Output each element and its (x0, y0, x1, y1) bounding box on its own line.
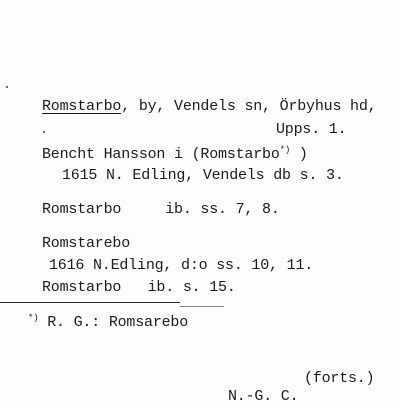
footnote-marker: *) (279, 145, 291, 155)
person-entry (42, 146, 308, 165)
footnote (28, 314, 188, 333)
footnote-marker: *) (28, 313, 39, 323)
continuation-note: (forts.) (304, 370, 375, 387)
place-description: , by, Vendels sn, Örbyhus hd, (121, 98, 377, 115)
card-header (42, 98, 376, 116)
source-entry: 1615 N. Edling, Vendels db s. 3. (62, 167, 344, 184)
margin-speck (43, 131, 45, 133)
card-subheader: Upps. 1. (276, 121, 347, 138)
footnote-text: R. G.: Romsarebo (38, 314, 189, 331)
footnote-divider (0, 302, 180, 303)
margin-speck (6, 86, 8, 88)
source-entry: Romstarbo ib. s. 15. (42, 279, 236, 296)
person-name: Bencht Hansson i (Romstarbo (42, 146, 280, 163)
place-name: Romstarbo (42, 98, 122, 115)
source-entry: Romstarebo (42, 235, 131, 252)
signature: N.-G. C. (228, 388, 299, 405)
source-entry: Romstarbo ib. ss. 7, 8. (42, 201, 280, 218)
footnote-divider-extension (180, 306, 224, 307)
person-close: ) (290, 146, 308, 163)
source-entry: 1616 N.Edling, d:o ss. 10, 11. (49, 257, 314, 274)
